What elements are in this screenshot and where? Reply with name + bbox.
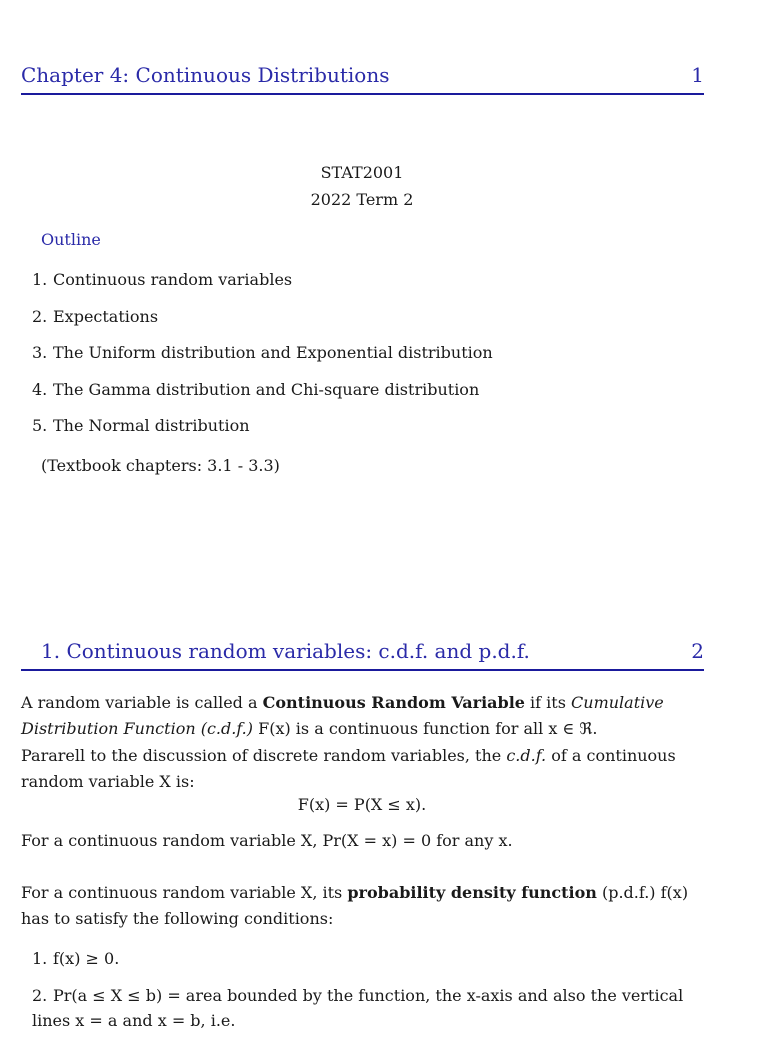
list-item-text: Continuous random variables [53, 270, 293, 289]
cdf-paragraph [21, 743, 704, 794]
slide-1-title: Chapter 4: Continuous Distributions [21, 63, 390, 87]
list-item [32, 342, 493, 379]
slide-2-title: 1. Continuous random variables: c.d.f. and p.d.f. [41, 639, 530, 663]
list-item-text: f(x) ≥ 0. [53, 949, 120, 968]
italic-term: c.d.f. [506, 746, 547, 765]
list-item-number: 1. [32, 949, 48, 968]
text-run: if its [524, 693, 572, 712]
list-item-number: 4. [32, 379, 48, 399]
list-item-text: The Normal distribution [53, 416, 250, 436]
italic-term: Cumulative Distribution Function (c.d.f.) [21, 693, 664, 738]
list-item-number: 2. [32, 985, 48, 1005]
list-item-number: 5. [32, 416, 48, 436]
outline-list [32, 269, 493, 452]
slide-1-header [21, 56, 704, 95]
pdf-conditions-list [32, 946, 704, 1045]
course-term: 2022 Term 2 [310, 190, 414, 209]
list-item [32, 946, 704, 972]
list-item [32, 415, 493, 452]
list-item-text: The Gamma distribution and Chi-square distribution [53, 379, 480, 399]
text-run: Pararell to the discussion of discrete random variables, the [21, 746, 507, 765]
list-item [32, 983, 704, 1034]
text-run: of a continuous random variable X is: [21, 746, 676, 791]
list-item-text: Expectations [53, 306, 159, 326]
bold-term: probability density function [347, 883, 597, 902]
list-item-number: 3. [32, 343, 48, 363]
bold-term: Continuous Random Variable [262, 693, 525, 712]
text-run: For a continuous random variable X, its [21, 883, 348, 902]
list-item [32, 269, 493, 306]
list-item-text: Pr(a ≤ X ≤ b) = area bounded by the function, the x-axis and also the vertical lines x = a and x = b, i.e. [32, 985, 684, 1030]
definition-paragraph [21, 690, 704, 741]
outline-label: Outline [41, 230, 101, 249]
list-item-number: 1. [32, 270, 48, 289]
course-code: STAT2001 [320, 163, 404, 182]
text-run: A random variable is called a [21, 693, 263, 712]
text-run: (p.d.f.) f(x) has to satisfy the following conditions: [21, 883, 689, 928]
pdf-paragraph [21, 880, 704, 931]
list-item [32, 379, 493, 416]
textbook-note: (Textbook chapters: 3.1 - 3.3) [41, 456, 280, 475]
slide-2-header [21, 632, 704, 671]
text-run: F(x) is a continuous function for all x ∈ ℜ. [253, 718, 598, 738]
list-item-number: 2. [32, 306, 48, 326]
list-item [32, 306, 493, 343]
slide-2-page-number: 2 [691, 639, 704, 663]
list-item-text: The Uniform distribution and Exponential distribution [53, 343, 493, 363]
slide-1-page-number: 1 [691, 63, 704, 87]
point-probability-paragraph: For a continuous random variable X, Pr(X = x) = 0 for any x. [21, 831, 513, 850]
cdf-formula: F(x) = P(X ≤ x). [297, 795, 427, 814]
